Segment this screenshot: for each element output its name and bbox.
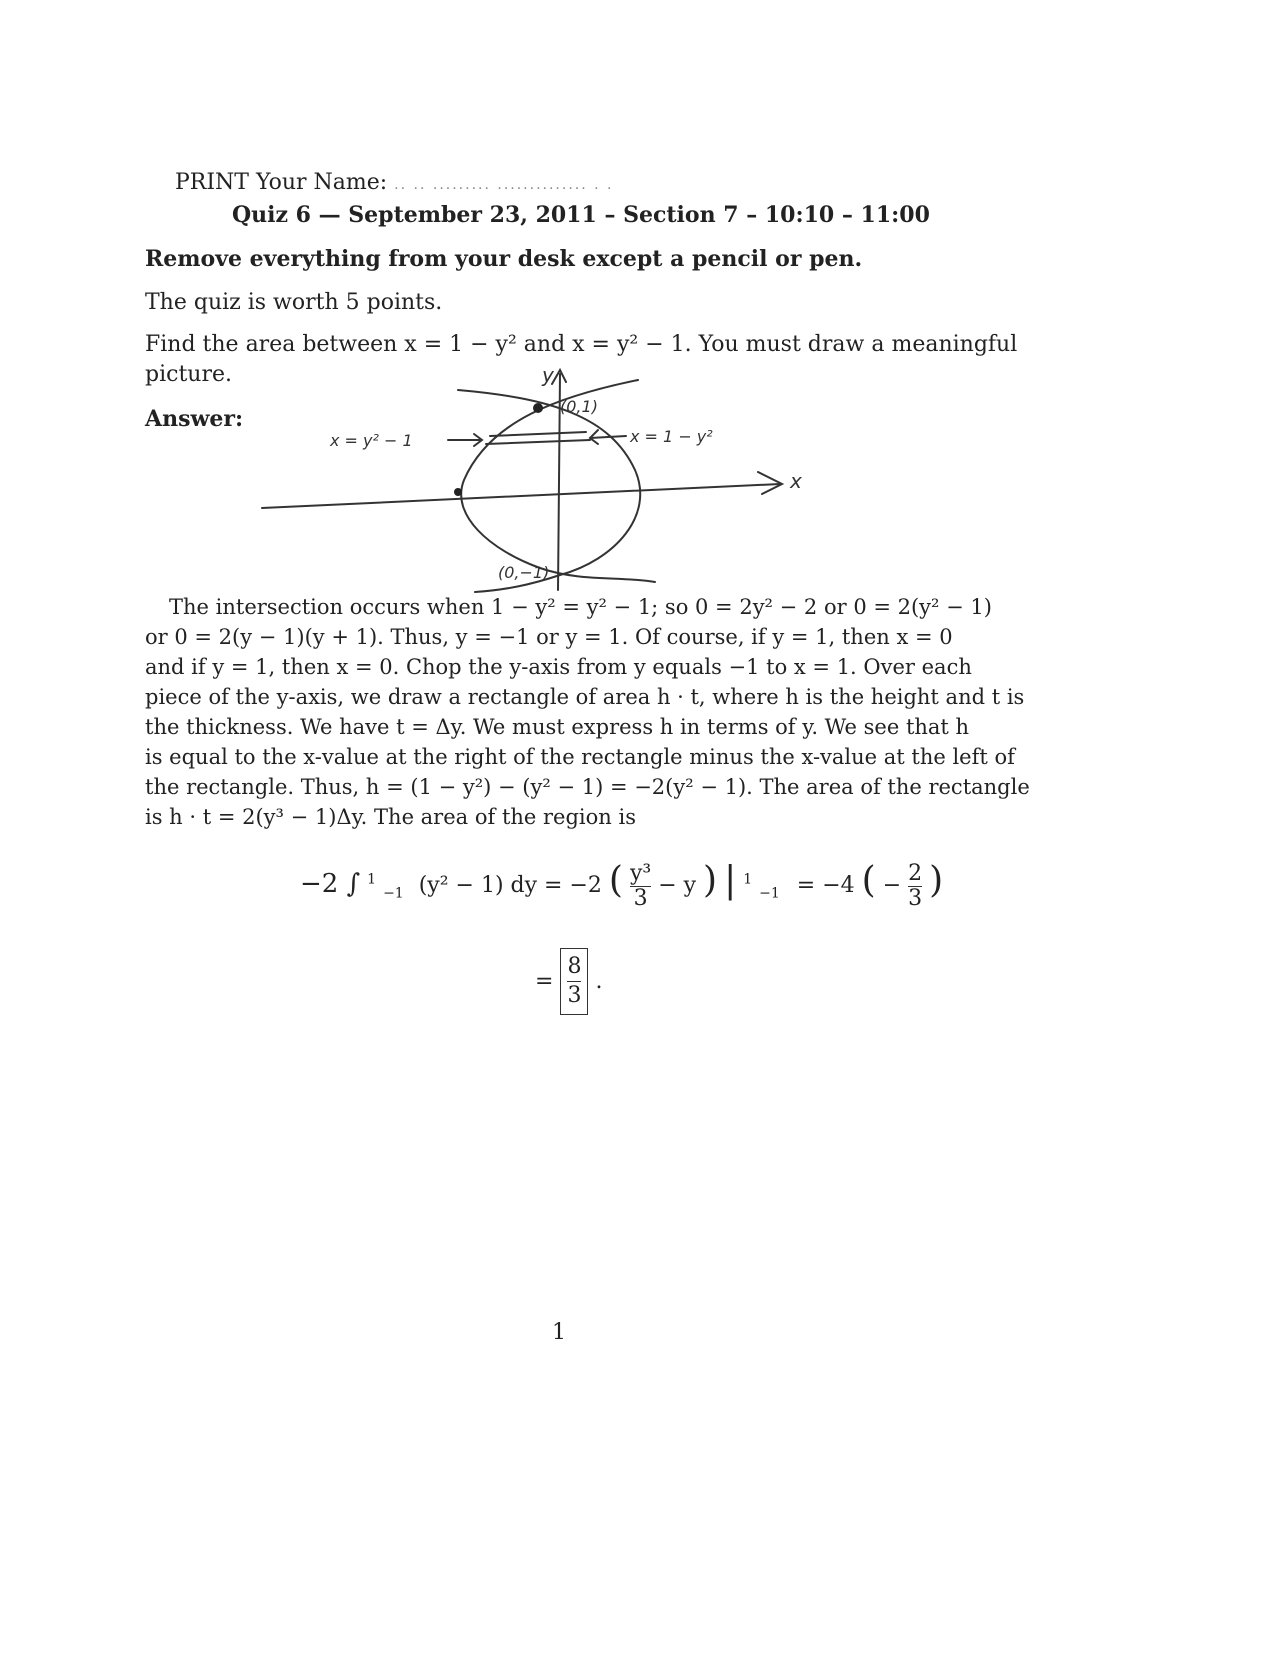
solution-line-4: piece of the y-axis, we draw a rectangle of area h · t, where h is the height and t is: [145, 685, 1025, 709]
eq-result: = −4: [796, 873, 855, 898]
eq-minus-y: − y: [658, 873, 697, 898]
integral-equation: −2 ∫ $^1$ $_{-1}$ (y² − 1) dy = −2 ( $\frac{\text{y³}}{3}$ − y ) | $^1$ $_{-1}$ = −4 ( − $\frac{2}{3}$ ): [300, 860, 944, 911]
remove-instruction: Remove everything from your desk except a pencil or pen.: [145, 246, 863, 272]
eq-eval-upper: 1: [743, 871, 753, 888]
final-num: 8: [567, 953, 581, 982]
final-answer: [535, 948, 602, 1015]
final-dot: .: [595, 969, 603, 994]
quiz-title: Quiz 6 — September 23, 2011 – Section 7 – 10:10 – 11:00: [232, 202, 930, 228]
solution-line-6: is equal to the x-value at the right of the rectangle minus the x-value at the left of: [145, 745, 1015, 769]
rectangle-strip: [486, 432, 590, 444]
top-point-label: (0,1): [560, 397, 598, 416]
eq-eval-lower: −1: [759, 885, 780, 902]
eq-fraction: [630, 862, 651, 911]
final-den: 3: [567, 983, 582, 1008]
worth-line: The quiz is worth 5 points.: [145, 290, 443, 315]
sketch-x-label: x: [790, 469, 802, 493]
left-point-dot: [454, 488, 462, 496]
print-name-label: PRINT Your Name: .. .. ......... .............. . .: [175, 170, 614, 195]
solution-line-5: the thickness. We have t = Δy. We must express h in terms of y. We see that h: [145, 715, 970, 739]
name-blank-line: .. .. ......... .............. . .: [394, 177, 614, 193]
solution-line-8: is h · t = 2(y³ − 1)Δy. The area of the region is: [145, 805, 636, 829]
right-pointer-arrow: [590, 430, 626, 444]
solution-line-7: the rectangle. Thus, h = (1 − y²) − (y² − 1) = −2(y² − 1). The area of the rectangle: [145, 775, 1030, 799]
solution-paragraph: [145, 592, 1040, 832]
eq-upper-limit: 1: [367, 871, 377, 888]
final-equals: =: [535, 969, 554, 994]
eq-frac-num: y³: [629, 860, 652, 886]
solution-line-1: The intersection occurs when 1 − y² = y² − 1; so 0 = 2y² − 2 or 0 = 2(y² − 1): [169, 595, 992, 619]
solution-line-2: or 0 = 2(y − 1)(y + 1). Thus, y = −1 or y = 1. Of course, if y = 1, then x = 0: [145, 625, 953, 649]
eq-frac-den: 3: [633, 885, 648, 911]
problem-line-2: picture.: [145, 362, 232, 387]
eq-coefficient-integral: −2 ∫: [300, 869, 361, 899]
x-axis-arrow: [758, 472, 782, 494]
bottom-point-label: (0,−1): [498, 563, 550, 582]
eq-result-fraction: [908, 862, 922, 911]
right-curve-label: x = 1 − y²: [630, 427, 713, 446]
eq-result-den: 3: [908, 885, 923, 911]
answer-label: Answer:: [145, 406, 244, 432]
final-answer-box: [560, 948, 588, 1015]
sketch-y-label: y: [542, 363, 554, 387]
problem-line-1: Find the area between x = 1 − y² and x = y² − 1. You must draw a meaningful: [145, 332, 1018, 357]
left-curve-label: x = y² − 1: [330, 431, 413, 450]
left-pointer-arrow: [448, 434, 482, 446]
top-point-dot: [533, 403, 543, 413]
solution-line-3: and if y = 1, then x = 0. Chop the y-axis from y equals −1 to x = 1. Over each: [145, 655, 972, 679]
eq-lower-limit: −1: [383, 885, 404, 902]
eq-result-minus: −: [882, 873, 902, 898]
hand-drawn-sketch: [250, 360, 850, 610]
eq-integrand: (y² − 1) dy = −2: [418, 873, 602, 898]
eq-result-num: 2: [908, 860, 923, 886]
page-number: 1: [552, 1320, 566, 1345]
x-axis-line: [262, 484, 780, 508]
